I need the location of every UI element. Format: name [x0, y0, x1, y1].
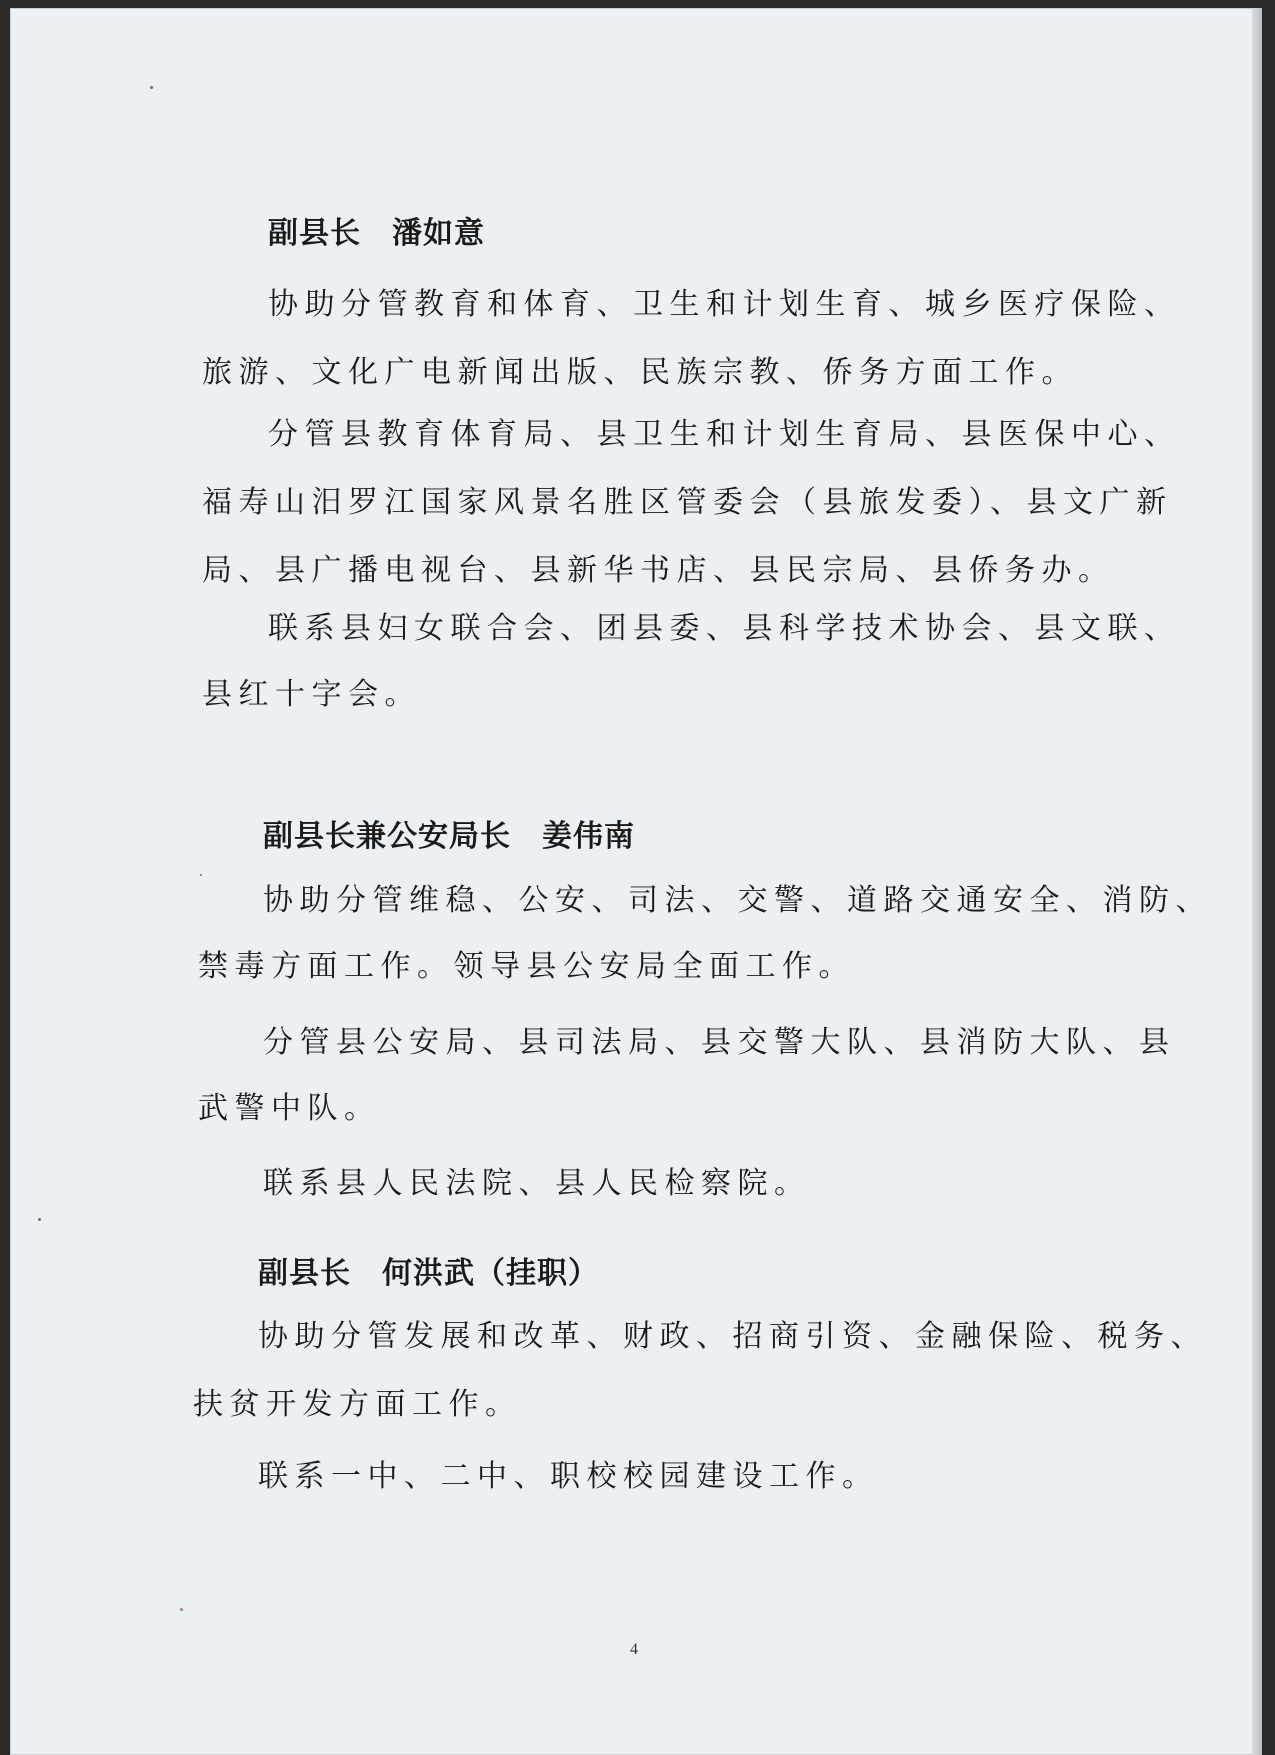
document-page: [10, 8, 1262, 1755]
text-line: 协助分管教育和体育、卫生和计划生育、城乡医疗保险、: [268, 287, 1181, 322]
page-number: 4: [630, 1641, 638, 1658]
section-heading-pan-ruyi: 副县长 潘如意: [268, 216, 485, 251]
text-line: 局、县广播电视台、县新华书店、县民宗局、县侨务办。: [202, 553, 1115, 588]
section-heading-he-hongwu: 副县长 何洪武（挂职）: [258, 1256, 599, 1291]
text-line: 联系县妇女联合会、团县委、县科学技术协会、县文联、: [268, 611, 1181, 646]
text-line: 福寿山汨罗江国家风景名胜区管委会（县旅发委）、县文广新: [202, 485, 1173, 520]
text-line: 联系一中、二中、职校校园建设工作。: [258, 1459, 879, 1494]
scan-speck: [200, 874, 202, 876]
text-line: 扶贫开发方面工作。: [193, 1387, 522, 1422]
text-line: 禁毒方面工作。领导县公安局全面工作。: [198, 949, 855, 984]
text-line: 协助分管发展和改革、财政、招商引资、金融保险、税务、: [258, 1319, 1207, 1354]
scan-speck: [150, 86, 153, 89]
text-line: 联系县人民法院、县人民检察院。: [263, 1166, 811, 1201]
text-line: 县红十字会。: [202, 677, 421, 712]
scan-speck: [180, 1608, 183, 1611]
scan-speck: [38, 1218, 41, 1221]
text-line: 旅游、文化广电新闻出版、民族宗教、侨务方面工作。: [202, 355, 1078, 390]
text-line: 协助分管维稳、公安、司法、交警、道路交通安全、消防、: [263, 883, 1212, 918]
section-heading-jiang-weinan: 副县长兼公安局长 姜伟南: [263, 819, 635, 854]
text-line: 武警中队。: [198, 1091, 381, 1126]
text-line: 分管县教育体育局、县卫生和计划生育局、县医保中心、: [268, 417, 1181, 452]
text-line: 分管县公安局、县司法局、县交警大队、县消防大队、县: [263, 1025, 1176, 1060]
page-edge-shadow: [1252, 8, 1262, 1755]
